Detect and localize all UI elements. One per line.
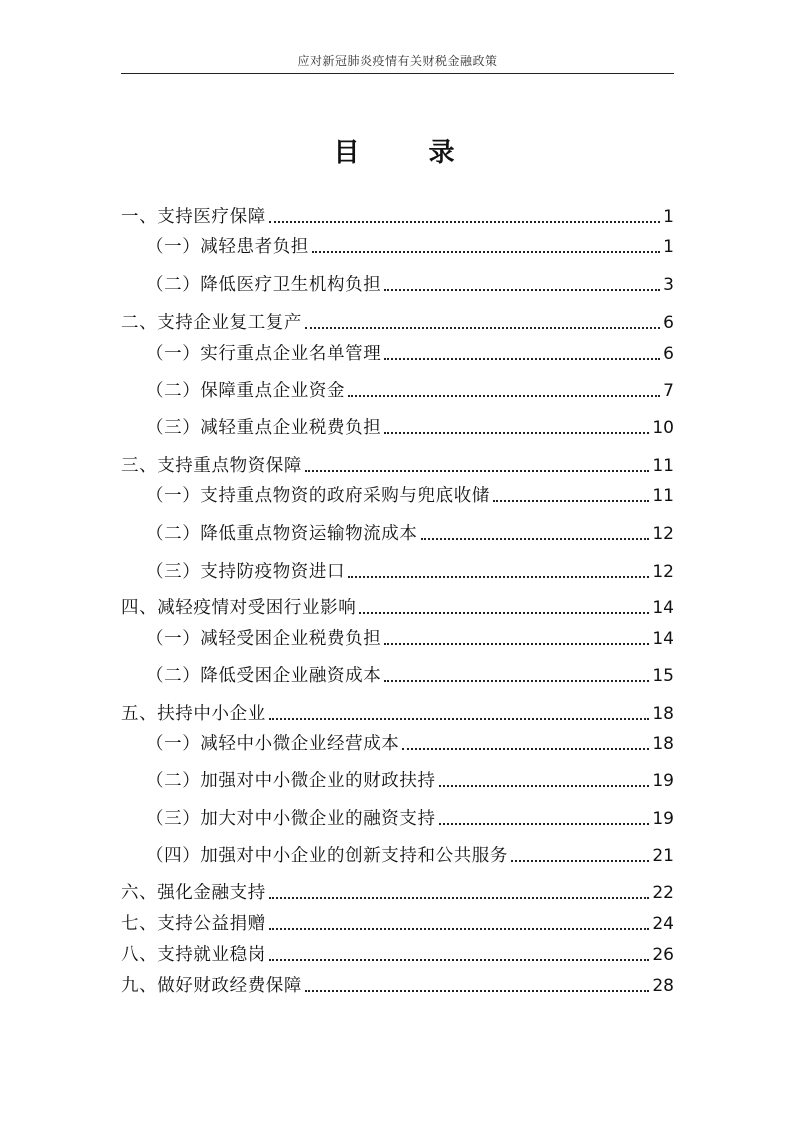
toc-entry-7[interactable] <box>121 911 674 935</box>
toc-page-number: 6 <box>663 344 674 364</box>
toc-page-number: 21 <box>652 846 674 866</box>
toc-entry-3-1[interactable] <box>146 483 674 507</box>
toc-label: （一）减轻患者负担 <box>146 237 309 257</box>
toc-label: 七、支持公益捐赠 <box>121 914 266 934</box>
toc-leader <box>493 500 649 502</box>
toc-leader <box>312 251 660 253</box>
toc-page-number: 1 <box>663 237 674 257</box>
toc-label: 五、扶持中小企业 <box>121 704 266 724</box>
toc-page-number: 10 <box>652 418 674 438</box>
toc-page-number: 12 <box>652 562 674 582</box>
toc-entry-6[interactable] <box>121 880 674 904</box>
toc-entry-5-4[interactable] <box>146 843 674 867</box>
toc-entry-4-1[interactable] <box>146 626 674 650</box>
toc-page-number: 19 <box>652 771 674 791</box>
toc-leader <box>439 785 650 787</box>
toc-entry-5[interactable] <box>121 701 674 725</box>
toc-leader <box>384 643 649 645</box>
toc-label: 四、减轻疫情对受困行业影响 <box>121 598 357 618</box>
toc-label: 八、支持就业稳岗 <box>121 945 266 965</box>
toc-label: （二）加强对中小微企业的财政扶持 <box>146 771 436 791</box>
page-title: 目 录 <box>333 138 485 168</box>
toc-label: （二）保障重点企业资金 <box>146 381 346 401</box>
toc-page-number: 14 <box>652 629 674 649</box>
running-header: 应对新冠肺炎疫情有关财税金融政策 <box>297 54 498 68</box>
toc-leader <box>269 718 650 720</box>
toc-page-number: 18 <box>652 734 674 754</box>
toc-entry-2-3[interactable] <box>146 415 674 439</box>
toc-page-number: 14 <box>652 598 674 618</box>
toc-page-number: 22 <box>652 883 674 903</box>
toc-label: （一）减轻受困企业税费负担 <box>146 629 382 649</box>
toc-entry-9[interactable] <box>121 973 674 997</box>
toc-page-number: 11 <box>652 456 674 476</box>
toc-page-number: 6 <box>663 313 674 333</box>
toc-leader <box>402 748 649 750</box>
toc-entry-1[interactable] <box>121 204 674 228</box>
toc-leader <box>384 358 660 360</box>
toc-entry-3-3[interactable] <box>146 559 674 583</box>
toc-leader <box>439 823 650 825</box>
toc-page-number: 12 <box>652 524 674 544</box>
toc-entry-1-1[interactable] <box>146 234 674 258</box>
toc-label: （一）减轻中小微企业经营成本 <box>146 734 400 754</box>
toc-leader <box>305 327 660 329</box>
toc-entry-5-2[interactable] <box>146 768 674 792</box>
toc-entry-3[interactable] <box>121 453 674 477</box>
toc-label: （二）降低医疗卫生机构负担 <box>146 275 382 295</box>
toc-label: （二）降低重点物资运输物流成本 <box>146 524 418 544</box>
toc-entry-8[interactable] <box>121 942 674 966</box>
toc-label: （一）实行重点企业名单管理 <box>146 344 382 364</box>
toc-entry-2-1[interactable] <box>146 341 674 365</box>
toc-page-number: 19 <box>652 809 674 829</box>
toc-entry-3-2[interactable] <box>146 521 674 545</box>
toc-page-number: 11 <box>652 486 674 506</box>
toc-leader <box>348 395 660 397</box>
toc-leader <box>511 860 649 862</box>
toc-leader <box>269 959 650 961</box>
toc-label: （三）加大对中小微企业的融资支持 <box>146 809 436 829</box>
toc-entry-5-1[interactable] <box>146 731 674 755</box>
toc-page-number: 15 <box>652 666 674 686</box>
toc-page-number: 28 <box>652 976 674 996</box>
toc-label: （四）加强对中小企业的创新支持和公共服务 <box>146 846 508 866</box>
toc-leader <box>305 470 649 472</box>
toc-label: 六、强化金融支持 <box>121 883 266 903</box>
toc-page-number: 24 <box>652 914 674 934</box>
toc-label: （三）减轻重点企业税费负担 <box>146 418 382 438</box>
toc-leader <box>305 990 649 992</box>
toc-label: （一）支持重点物资的政府采购与兜底收储 <box>146 486 490 506</box>
toc-label: （二）降低受困企业融资成本 <box>146 666 382 686</box>
toc-label: 一、支持医疗保障 <box>121 207 266 227</box>
toc-entry-2[interactable] <box>121 310 674 334</box>
toc-label: 三、支持重点物资保障 <box>121 456 302 476</box>
toc-leader <box>269 897 650 899</box>
toc-entry-5-3[interactable] <box>146 806 674 830</box>
toc-page-number: 1 <box>663 207 674 227</box>
toc-leader <box>269 221 660 223</box>
toc-entry-4-2[interactable] <box>146 663 674 687</box>
toc-page-number: 26 <box>652 945 674 965</box>
toc-page-number: 3 <box>663 275 674 295</box>
toc-leader <box>348 576 649 578</box>
toc-leader <box>384 680 649 682</box>
toc-leader <box>384 432 649 434</box>
toc-page-number: 18 <box>652 704 674 724</box>
toc-label: 二、支持企业复工复产 <box>121 313 302 333</box>
toc-leader <box>421 538 650 540</box>
toc-leader <box>269 928 650 930</box>
toc-page-number: 7 <box>663 381 674 401</box>
toc-leader <box>384 289 660 291</box>
toc-entry-4[interactable] <box>121 595 674 619</box>
toc-entry-2-2[interactable] <box>146 378 674 402</box>
toc-entry-1-2[interactable] <box>146 272 674 296</box>
toc-label: 九、做好财政经费保障 <box>121 976 302 996</box>
toc-label: （三）支持防疫物资进口 <box>146 562 346 582</box>
toc-leader <box>359 612 649 614</box>
